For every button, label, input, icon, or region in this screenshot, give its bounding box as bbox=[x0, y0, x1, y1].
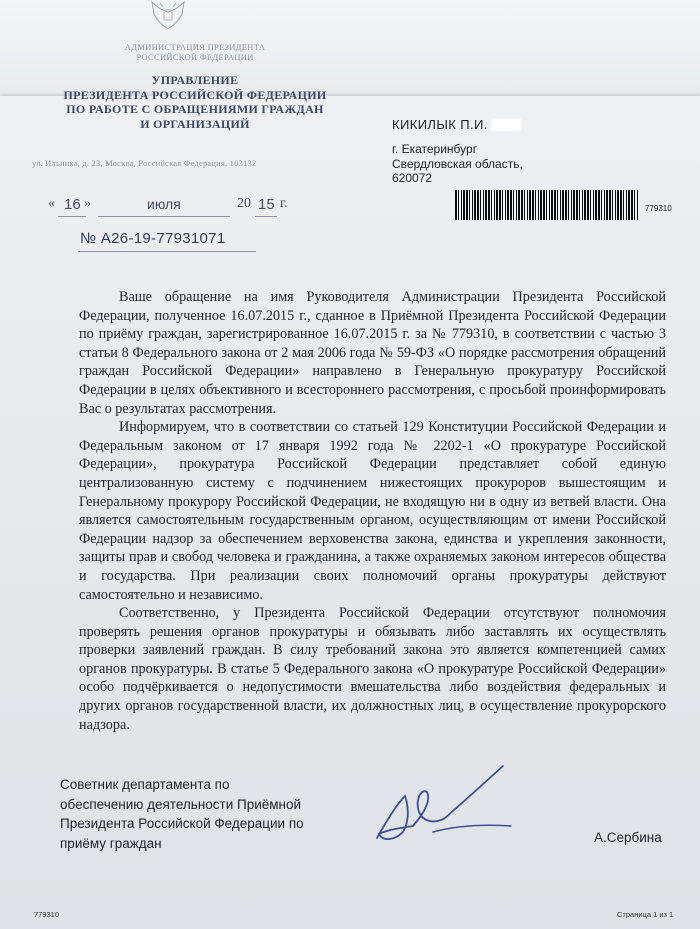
recipient-address-line: 620072 bbox=[392, 171, 433, 185]
dept-line: УПРАВЛЕНИЕ bbox=[151, 73, 239, 87]
signatory-title-line: обеспечению деятельности Приёмной bbox=[60, 796, 302, 812]
signatory-title-line: Советник департамента по bbox=[60, 777, 230, 792]
date-year-underline bbox=[255, 216, 277, 217]
signatory-title-line: Президента Российской Федерации по bbox=[60, 816, 304, 831]
letter-body bbox=[79, 288, 666, 734]
recipient-block bbox=[392, 117, 622, 186]
admin-line: РОССИЙСКОЙ ФЕДЕРАЦИИ bbox=[136, 52, 254, 62]
dept-line: ПО РАБОТЕ С ОБРАЩЕНИЯМИ ГРАЖДАН bbox=[66, 102, 324, 116]
registration-number: № А26-19-77931071 bbox=[80, 230, 226, 247]
dept-line: И ОРГАНИЗАЦИЙ bbox=[140, 116, 250, 131]
letter-date bbox=[42, 196, 302, 216]
registration-underline bbox=[78, 251, 256, 252]
barcode-number: 779310 bbox=[645, 204, 672, 213]
handwritten-signature bbox=[365, 760, 535, 855]
recipient-name-row bbox=[392, 117, 622, 132]
redaction-mark bbox=[491, 119, 521, 131]
date-year-suffix: 15 bbox=[258, 196, 275, 213]
body-paragraph: Ваше обращение на имя Руководителя Администрации Президента Российской Федерации, полученное 16.07.2015 г., сданное в Приёмной Президента Российской Федерации по приёму граждан, зарегистрированное 16.07.2015 г. за № 779310, в соответствии с частью 3 статьи 8 Федерального закона от 2 мая 2006 года № 59-ФЗ «О порядке рассмотрения обращений граждан Российской Федерации» направлено в Генеральную прокуратуру Российской Федерации в целях объективного и всестороннего рассмотрения, с просьбой проинформировать Вас о результатах рассмотрения. bbox=[79, 289, 666, 417]
date-year-mark: г. bbox=[280, 196, 288, 211]
administration-label bbox=[60, 42, 330, 62]
admin-line: АДМИНИСТРАЦИЯ ПРЕЗИДЕНТА bbox=[124, 42, 266, 52]
coat-of-arms-emblem bbox=[148, 0, 188, 30]
recipient-address-line: Свердловская область, bbox=[392, 156, 523, 171]
page-indicator: Страница 1 из 1 bbox=[617, 910, 674, 919]
date-month: июля bbox=[147, 196, 181, 212]
department-name bbox=[60, 73, 330, 131]
date-month-underline bbox=[98, 216, 230, 217]
date-year-prefix: 20 bbox=[237, 196, 251, 211]
dept-line: ПРЕЗИДЕНТА РОССИЙСКОЙ ФЕДЕРАЦИИ bbox=[63, 87, 327, 102]
signatory-title-line: приёму граждан bbox=[60, 835, 162, 851]
date-day: 16 bbox=[64, 196, 81, 213]
signatory-title bbox=[60, 775, 350, 853]
barcode bbox=[455, 190, 639, 220]
sender-address: ул. Ильинка, д. 23, Москва, Российская Федерация, 103132 bbox=[32, 158, 257, 168]
date-quote-open: « bbox=[48, 196, 55, 211]
body-paragraph: Информируем, что в соответствии со статьей 129 Конституции Российской Федерации и Федеральным законом от 17 января 1992 года № 2202-1 «О прокуратуре Российской Федерации», прокуратура Российской Федерации представляет собой единую централизованную систему с подчинением нижестоящих прокуроров вышестоящим и Генеральному прокурору Российской Федерации, не входящую ни в одну из ветвей власти. Она является самостоятельным государственным органом, осуществляющим от имени Российской Федерации надзор за обеспечением верховенства закона, единства и укрепления законности, защиты прав и свобод человека и гражданина, а также охраняемых законом интересов общества и государства. При реализации своих полномочий органы прокуратуры действуют самостоятельно и независимо. bbox=[79, 419, 666, 603]
signatory-name: А.Сербина bbox=[594, 830, 662, 845]
date-quote-close: » bbox=[84, 196, 91, 211]
recipient-address-line: г. Екатеринбург bbox=[392, 142, 478, 156]
footer-code: 779310 bbox=[34, 910, 60, 919]
recipient-name: КИКИЛЫК П.И. bbox=[392, 117, 488, 132]
body-paragraph: Соответственно, у Президента Российской Федерации отсутствуют полномочия проверять решения органов прокуратуры и обязывать либо заставлять их осуществлять проверки заявлений граждан. В силу требований закона это является компетенцией самих органов прокуратуры. В статье 5 Федерального закона «О прокуратуре Российской Федерации» особо подчёркивается о недопустимости вмешательства либо воздействия федеральных и других органов государственной власти, их должностных лиц, в осуществление прокурорского надзора. bbox=[79, 605, 666, 733]
date-day-underline bbox=[58, 216, 86, 217]
